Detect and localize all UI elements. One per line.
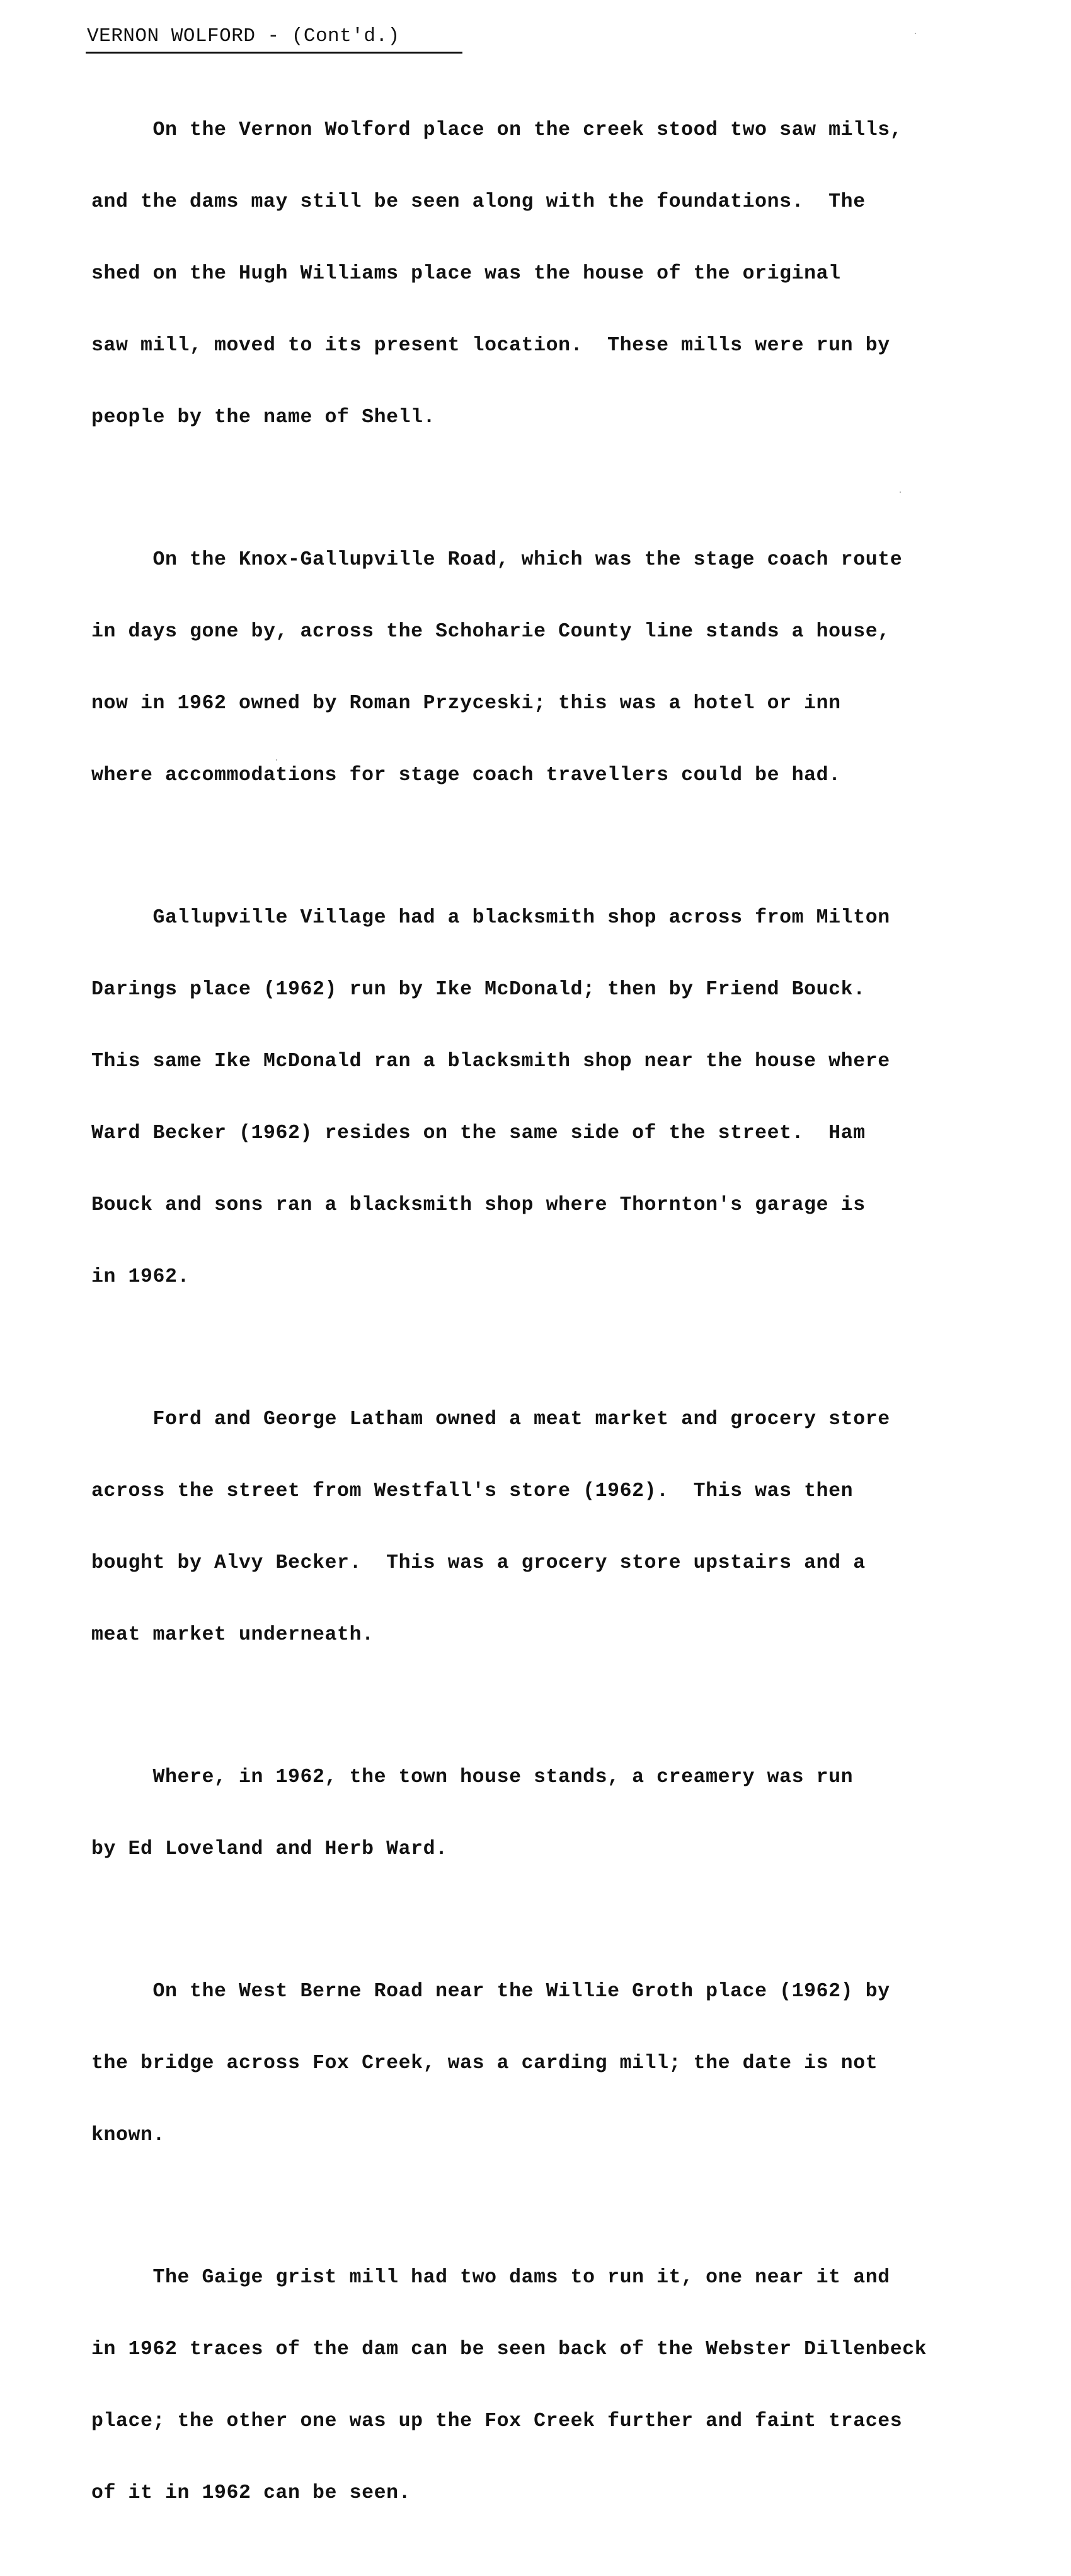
text-line: across the street from Westfall's store (1962). This was then: [91, 1480, 854, 1502]
text-line: Gallupville Village had a blacksmith shop across from Milton: [91, 907, 890, 929]
paper-speck: [915, 33, 916, 34]
text-line: known.: [91, 2124, 166, 2146]
text-line: This same Ike McDonald ran a blacksmith shop near the house where: [91, 1050, 890, 1072]
text-line: of it in 1962 can be seen.: [91, 2482, 411, 2504]
text-line: saw mill, moved to its present location. These mills were run by: [91, 335, 890, 357]
text-line: meat market underneath.: [91, 1624, 374, 1646]
text-line: in 1962.: [91, 1266, 190, 1288]
text-line: place; the other one was up the Fox Creek further and faint traces: [91, 2410, 903, 2432]
text-line: The Gaige grist mill had two dams to run it, one near it and: [91, 2267, 890, 2289]
text-line: bought by Alvy Becker. This was a grocery store upstairs and a: [91, 1552, 866, 1574]
text-line: by Ed Loveland and Herb Ward.: [91, 1838, 448, 1860]
paragraph-blacksmith-shops: [91, 858, 1055, 1337]
body-text: [91, 71, 1055, 2576]
text-line: the bridge across Fox Creek, was a carding mill; the date is not: [91, 2052, 878, 2074]
paragraph-stage-coach-inn: [91, 500, 1055, 836]
text-line: On the Knox-Gallupville Road, which was the stage coach route: [91, 549, 903, 571]
paragraph-meat-market: [91, 1360, 1055, 1695]
text-line: Where, in 1962, the town house stands, a creamery was run: [91, 1766, 854, 1788]
text-line: people by the name of Shell.: [91, 406, 436, 428]
text-line: On the Vernon Wolford place on the creek stood two saw mills,: [91, 119, 903, 141]
text-line: where accommodations for stage coach travellers could be had.: [91, 764, 841, 786]
paragraph-saw-mills: [91, 71, 1055, 478]
paragraph-creamery: [91, 1718, 1055, 1909]
text-line: Bouck and sons ran a blacksmith shop where Thornton's garage is: [91, 1194, 866, 1216]
text-line: in 1962 traces of the dam can be seen back of the Webster Dillenbeck: [91, 2338, 927, 2360]
page-heading: VERNON WOLFORD - (Cont'd.): [87, 25, 400, 47]
paper-speck: [276, 759, 277, 761]
text-line: and the dams may still be seen along with the foundations. The: [91, 191, 866, 213]
heading-underline: [86, 52, 462, 54]
text-line: On the West Berne Road near the Willie Groth place (1962) by: [91, 1981, 890, 2003]
text-line: shed on the Hugh Williams place was the house of the original: [91, 263, 841, 285]
text-line: in days gone by, across the Schoharie County line stands a house,: [91, 621, 890, 643]
paper-speck: [900, 492, 901, 493]
paragraph-grist-mill: [91, 2218, 1055, 2553]
text-line: Ford and George Latham owned a meat market and grocery store: [91, 1408, 890, 1430]
text-line: Darings place (1962) run by Ike McDonald; then by Friend Bouck.: [91, 979, 866, 1001]
text-line: now in 1962 owned by Roman Przyceski; this was a hotel or inn: [91, 693, 841, 715]
text-line: Ward Becker (1962) resides on the same side of the street. Ham: [91, 1122, 866, 1144]
paragraph-carding-mill: [91, 1932, 1055, 2195]
